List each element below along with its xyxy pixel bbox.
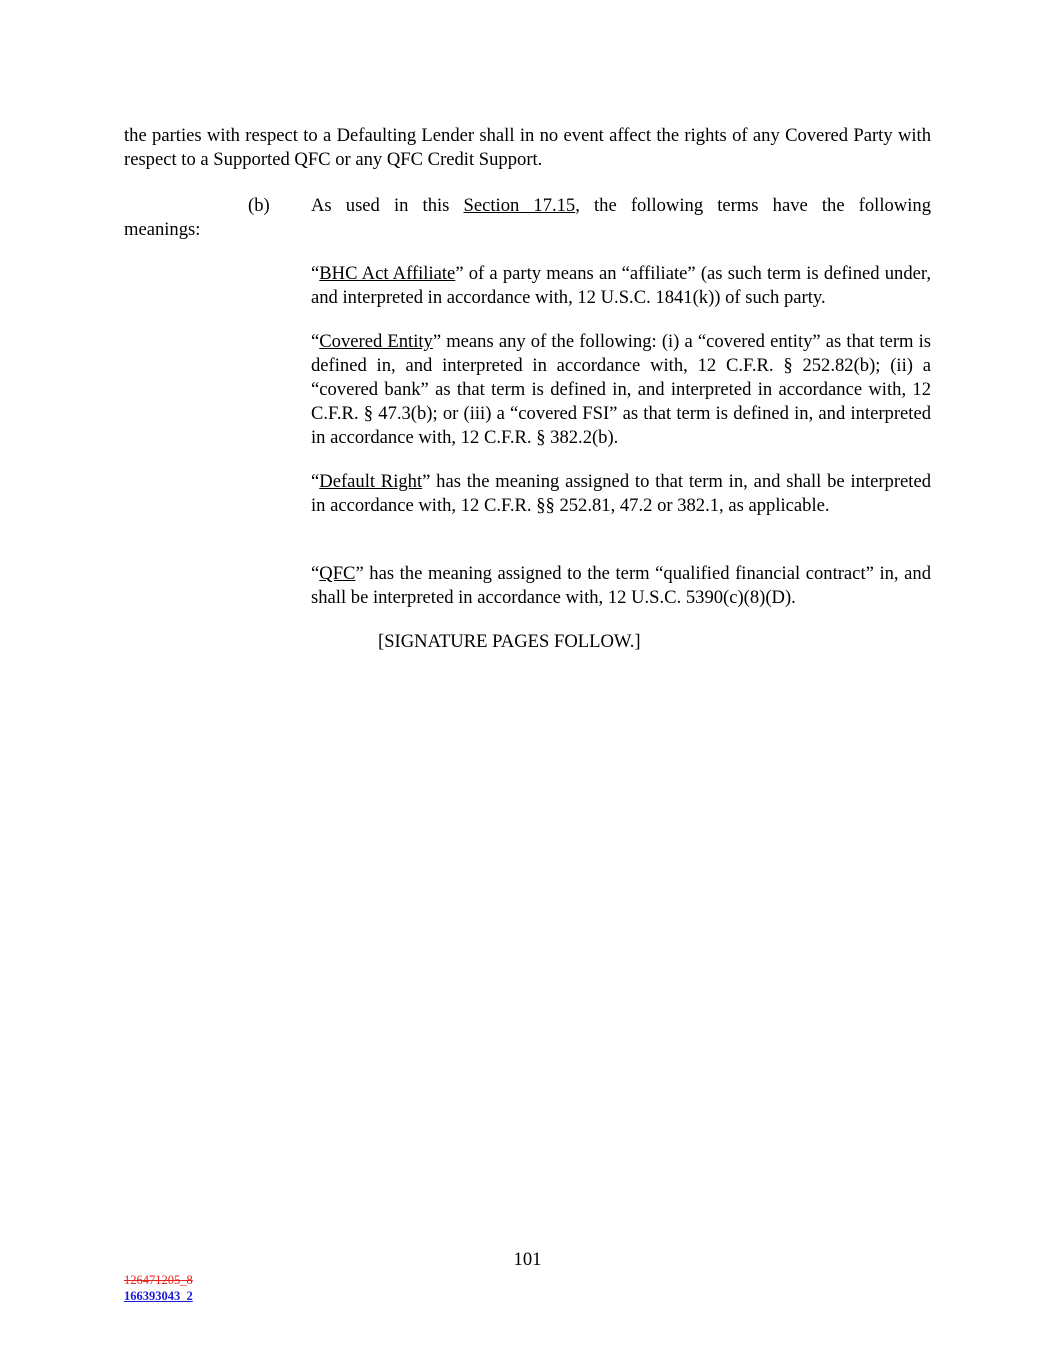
- new-document-id: 166393043_2: [124, 1289, 193, 1303]
- definition-bhc-act-affiliate: [311, 262, 931, 310]
- open-quote: “: [311, 263, 320, 284]
- old-document-id: 126471205_8: [124, 1273, 193, 1287]
- open-quote: “: [311, 563, 320, 584]
- definition-covered-entity: [311, 330, 931, 450]
- continuation-paragraph: the parties with respect to a Defaulting Lender shall in no event affect the rights of any Covered Party with respect to a Supported QFC or any QFC Credit Support.: [124, 125, 931, 170]
- signature-note: [SIGNATURE PAGES FOLLOW.]: [378, 631, 641, 652]
- defined-term: Covered Entity: [319, 331, 433, 352]
- defined-term: Default Right: [319, 471, 423, 492]
- subsection-b-text: [311, 194, 931, 218]
- subsection-b-continuation: meanings:: [124, 219, 201, 240]
- definition-body: ” of a party means an “affiliate” (as such term is defined under, and interpreted in accordance with, 12 U.S.C. 1841(k)) of such party.: [311, 263, 931, 308]
- subsection-marker: (b): [248, 195, 270, 216]
- definition-qfc: [311, 562, 931, 610]
- subsection-b-lead: As used in this: [311, 195, 464, 216]
- defined-term: QFC: [319, 563, 356, 584]
- open-quote: “: [311, 331, 320, 352]
- section-reference: Section 17.15: [463, 195, 576, 216]
- definition-body: ” has the meaning assigned to the term “qualified financial contract” in, and shall be interpreted in accordance with, 12 U.S.C. 5390(c)(8)(D).: [311, 563, 931, 608]
- page-number: 101: [513, 1249, 542, 1270]
- definition-body: ” has the meaning assigned to that term in, and shall be interpreted in accordance with, 12 C.F.R. §§ 252.81, 47.2 or 382.1, as applicable.: [311, 471, 931, 516]
- definition-default-right: [311, 470, 931, 518]
- document-ids: [124, 1272, 193, 1304]
- definition-body: ” means any of the following: (i) a “covered entity” as that term is defined in, and interpreted in accordance with, 12 C.F.R. § 252.82(b); (ii) a “covered bank” as that term is defined in, and interpreted in accordance with, 12 C.F.R. § 47.3(b); or (iii) a “covered FSI” as that term is defined in, and interpreted in accordance with, 12 C.F.R. § 382.2(b).: [311, 331, 931, 448]
- subsection-b-line: [124, 194, 931, 218]
- defined-term: BHC Act Affiliate: [319, 263, 456, 284]
- subsection-b-tail: , the following terms have the following: [575, 195, 931, 216]
- open-quote: “: [311, 471, 320, 492]
